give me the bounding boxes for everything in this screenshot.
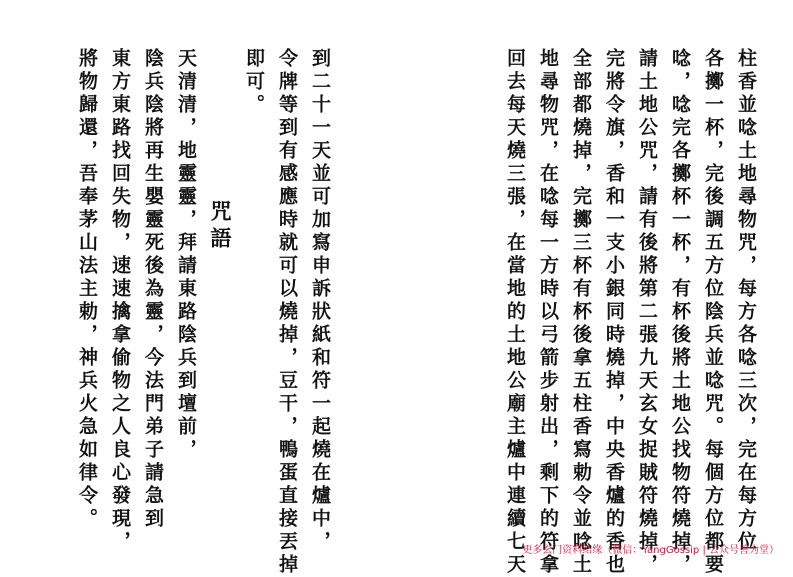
text-column-13: 天清清，地靈靈，拜請東路陰兵到壇前，: [175, 48, 197, 462]
text-column-16: 將物歸還，吾奉茅山法主勅，神兵火急如律令。: [76, 48, 98, 531]
footer-watermark: 更多玄门资料结缘（微信：YangGossip | 公众号善为堂）: [522, 545, 779, 556]
text-column-5: 完將令旗，香和一支小銀同時燒掉，中央香爐的香也: [603, 48, 625, 577]
text-column-8: 回去每天燒三張，在當地的土地公廟主爐中連續七天: [504, 48, 526, 577]
incantation-heading: 咒語: [208, 200, 233, 254]
text-column-10: 令牌等到有感應時就可以燒掉，豆干，鴨蛋直接丟掉: [276, 48, 298, 577]
text-column-9: 到二十一天並可加寫申訴狀紙和符一起燒在爐中，: [309, 48, 331, 554]
text-column-14: 陰兵陰將再生嬰靈死後為靈，今法門弟子請急到: [142, 48, 164, 531]
text-column-15: 東方東路找回失物，速速擒拿偷物之人良心發現，: [109, 48, 131, 554]
text-column-3: 唸，唸完各擲杯一杯，有杯後將土地公找物符燒掉，: [669, 48, 691, 577]
text-column-11: 即可。: [243, 48, 265, 117]
text-column-1: 柱香並唸土地尋物咒，每方各唸三次，完在每方位: [735, 48, 757, 554]
text-column-4: 請土地公咒，請有後將第二張九天玄女捉賊符燒掉，: [636, 48, 658, 577]
text-column-6: 全部都燒掉，完擲三杯有杯後拿五柱香寫勅令並唸土: [570, 48, 592, 577]
text-column-2: 各擲一杯，完後調五方位陰兵並唸咒。每個方位都要: [702, 48, 724, 577]
text-column-7: 地尋物咒，在唸每一方時以弓箭步射出，剩下的符拿: [537, 48, 559, 577]
